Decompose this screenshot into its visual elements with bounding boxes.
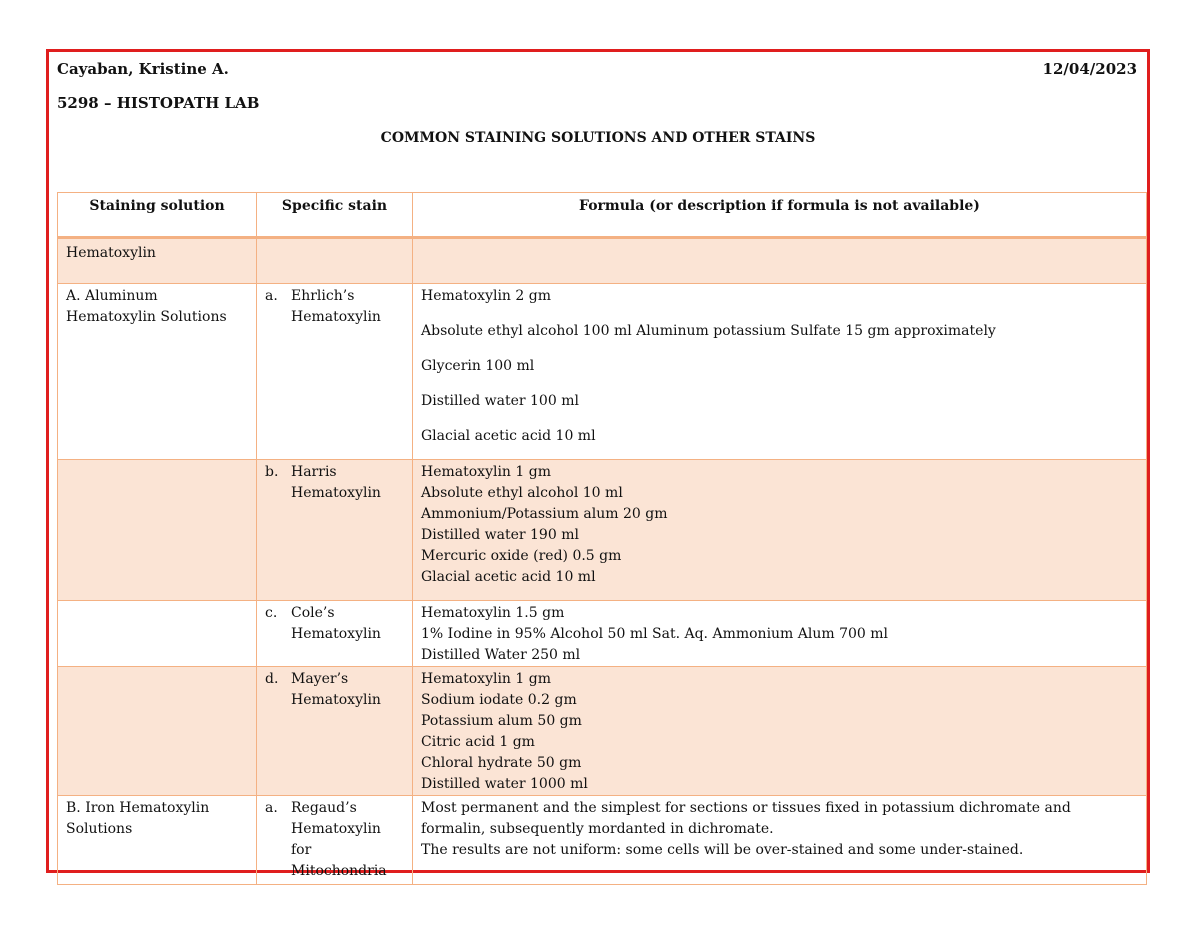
formula-cell	[413, 284, 1147, 460]
description-line: Most permanent and the simplest for sections or tissues fixed in potassium dichromate and formalin, subsequently mordanted in dichromate.	[421, 800, 1071, 837]
formula-line: Distilled water 1000 ml	[421, 776, 588, 792]
stain-cell	[257, 796, 413, 885]
description-line: The results are not uniform: some cells will be over-stained and some under-stained.	[421, 842, 1024, 858]
stain-name: Cole’s Hematoxylin	[291, 605, 381, 642]
formula-cell	[413, 796, 1147, 885]
table-header-row	[58, 193, 1147, 238]
document-title: COMMON STAINING SOLUTIONS AND OTHER STAINS	[380, 130, 816, 146]
section-label: Hematoxylin	[58, 238, 257, 284]
formula-line: 1% Iodine in 95% Alcohol 50 ml Sat. Aq. Ammonium Alum 700 ml	[421, 626, 889, 642]
author-name: Cayaban, Kristine A.	[57, 60, 229, 78]
table-row	[58, 460, 1147, 601]
table-row	[58, 667, 1147, 796]
formula-line: Potassium alum 50 gm	[421, 713, 582, 729]
formula-cell	[413, 601, 1147, 667]
formula-line: Hematoxylin 1.5 gm	[421, 605, 565, 621]
solution-cell: A. Aluminum Hematoxylin Solutions	[58, 284, 257, 460]
column-header: Specific stain	[257, 193, 413, 238]
solution-cell: B. Iron Hematoxylin Solutions	[58, 796, 257, 885]
stain-letter: a.	[265, 800, 278, 816]
staining-table	[57, 192, 1147, 885]
table-row	[58, 601, 1147, 667]
formula-line: Glacial acetic acid 10 ml	[421, 569, 596, 585]
stain-name: Regaud’s Hematoxylin for Mitochondria	[291, 800, 387, 879]
solution-cell	[58, 460, 257, 601]
formula-line: Mercuric oxide (red) 0.5 gm	[421, 548, 622, 564]
stain-name: Harris Hematoxylin	[291, 464, 381, 501]
formula-line: Absolute ethyl alcohol 100 ml Aluminum potassium Sulfate 15 gm approximately	[421, 323, 996, 339]
solution-cell	[58, 601, 257, 667]
column-header: Formula (or description if formula is not available)	[413, 193, 1147, 238]
formula-line: Glycerin 100 ml	[421, 358, 535, 374]
date: 12/04/2023	[1042, 60, 1137, 78]
stain-name: Mayer’s Hematoxylin	[291, 671, 381, 708]
formula-line: Hematoxylin 1 gm	[421, 671, 551, 687]
formula-line: Absolute ethyl alcohol 10 ml	[421, 485, 623, 501]
formula-line: Hematoxylin 2 gm	[421, 288, 551, 304]
stain-letter: b.	[265, 464, 279, 480]
solution-cell	[58, 667, 257, 796]
column-header: Staining solution	[58, 193, 257, 238]
stain-letter: c.	[265, 605, 278, 621]
table-row	[58, 284, 1147, 460]
formula-line: Chloral hydrate 50 gm	[421, 755, 582, 771]
section-row	[58, 238, 1147, 284]
stain-cell	[257, 460, 413, 601]
table-row	[58, 796, 1147, 885]
formula-line: Sodium iodate 0.2 gm	[421, 692, 577, 708]
formula-line: Distilled Water 250 ml	[421, 647, 581, 663]
formula-line: Glacial acetic acid 10 ml	[421, 428, 596, 444]
stain-name: Ehrlich’s Hematoxylin	[291, 288, 381, 325]
stain-letter: d.	[265, 671, 279, 687]
formula-line: Ammonium/Potassium alum 20 gm	[421, 506, 668, 522]
formula-line: Distilled water 190 ml	[421, 527, 579, 543]
formula-line: Distilled water 100 ml	[421, 393, 579, 409]
stain-cell	[257, 601, 413, 667]
formula-line: Citric acid 1 gm	[421, 734, 535, 750]
formula-cell	[413, 460, 1147, 601]
stain-letter: a.	[265, 288, 278, 304]
course-code: 5298 – HISTOPATH LAB	[57, 94, 260, 112]
stain-cell	[257, 667, 413, 796]
formula-cell	[413, 667, 1147, 796]
formula-line: Hematoxylin 1 gm	[421, 464, 551, 480]
page-frame	[46, 49, 1150, 879]
stain-cell	[257, 284, 413, 460]
